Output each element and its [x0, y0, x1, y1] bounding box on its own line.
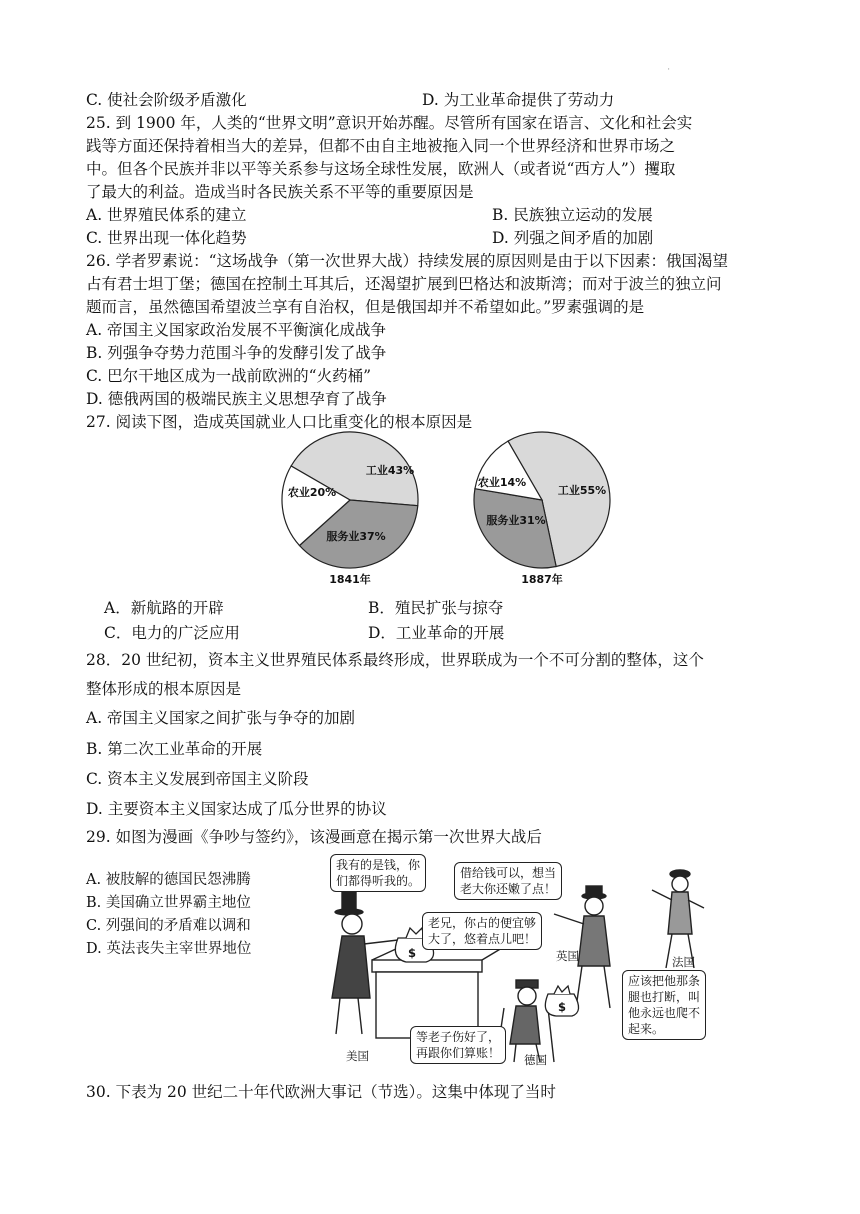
q25-line-4: 了最大的利益。造成当时各民族关系不平等的重要原因是: [86, 183, 474, 201]
dollar-sign-usa: $: [408, 946, 417, 960]
speech-bubble-usa: 我有的是钱，你 们都得听我的。: [330, 854, 426, 892]
q24-option-c: C. 使社会阶级矛盾激化: [86, 91, 247, 109]
speech-bubble-france: 应该把他那条 腿也打断，叫 他永远也爬不 起来。: [622, 970, 706, 1040]
desk: [372, 948, 502, 1038]
q28-option-a: A. 帝国主义国家之间扩张与争夺的加剧: [86, 709, 356, 727]
uk-figure: [554, 886, 610, 1008]
q25-option-c: C. 世界出现一体化趋势: [86, 229, 247, 247]
q26-line-1: 26. 学者罗素说：“这场战争（第一次世界大战）持续发展的原因则是由于以下因素：俄国渴望: [86, 252, 729, 270]
employment-pie-charts: [270, 430, 630, 595]
q25-line-2: 践等方面还保持着相当大的差异，但都不由自主地被拖入同一个世界经济和世界市场之: [86, 137, 676, 155]
q25-option-a: A. 世界殖民体系的建立: [86, 206, 247, 224]
pie-slice-label: 服务业37%: [326, 530, 386, 543]
label-germany: 德国: [524, 1053, 547, 1067]
q28-line-1: 28．20 世纪初，资本主义世界殖民体系最终形成，世界联成为一个不可分割的整体，这个: [86, 651, 704, 669]
q29-option-a: A. 被肢解的德国民怨沸腾: [86, 872, 251, 888]
q29-option-b: B. 美国确立世界霸主地位: [86, 895, 251, 911]
q27-option-d: D．工业革命的开展: [368, 624, 505, 642]
q24-option-d: D. 为工业革命提供了劳动力: [422, 91, 615, 109]
q27-stem: 27. 阅读下图，造成英国就业人口比重变化的根本原因是: [86, 413, 473, 431]
q25-option-b: B. 民族独立运动的发展: [492, 206, 653, 224]
q26-option-d: D. 德俄两国的极端民族主义思想孕育了战争: [86, 390, 387, 408]
pie-slice-label: 农业14%: [477, 476, 527, 489]
dollar-sign-germany: $: [558, 1000, 567, 1014]
q26-option-a: A. 帝国主义国家政治发展不平衡演化成战争: [86, 321, 387, 339]
label-usa: 美国: [346, 1049, 369, 1063]
q25-option-d: D. 列强之间矛盾的加剧: [492, 229, 654, 247]
q27-option-a: A．新航路的开辟: [104, 599, 224, 617]
pie-year-label: 1887年: [521, 573, 563, 586]
cartoon-illustration: [310, 848, 730, 1070]
speech-bubble-uk-top: 借给钱可以，想当 老大你还嫩了点！: [454, 862, 562, 900]
q26-option-b: B. 列强争夺势力范围斗争的发酵引发了战争: [86, 344, 387, 362]
q27-option-c: C．电力的广泛应用: [104, 624, 240, 642]
q25-line-3: 中。但各个民族并非以平等关系参与这场全球性发展，欧洲人（或者说“西方人”）攫取: [86, 160, 676, 178]
pie-slice-label: 工业43%: [365, 464, 415, 477]
q28-line-2: 整体形成的根本原因是: [86, 680, 242, 698]
pie-year-label: 1841年: [329, 573, 371, 586]
pie-slice-label: 服务业31%: [486, 514, 546, 527]
q28-option-c: C. 资本主义发展到帝国主义阶段: [86, 770, 309, 788]
q28-option-b: B. 第二次工业革命的开展: [86, 740, 263, 758]
label-uk: 英国: [556, 949, 579, 963]
q26-option-c: C. 巴尔干地区成为一战前欧洲的“火药桶”: [86, 367, 372, 385]
q28-option-d: D. 主要资本主义国家达成了瓜分世界的协议: [86, 800, 387, 818]
q30-stem: 30. 下表为 20 世纪二十年代欧洲大事记（节选）。这集中体现了当时: [86, 1083, 556, 1101]
q29-option-c: C. 列强间的矛盾难以调和: [86, 918, 251, 934]
q26-line-3: 题而言，虽然德国希望波兰享有自治权，但是俄国却并不希望如此。”罗素强调的是: [86, 298, 645, 316]
q25-line-1: 25. 到 1900 年，人类的“世界文明”意识开始苏醒。尽管所有国家在语言、文化和社会实: [86, 114, 693, 132]
pie-slice-label: 农业20%: [287, 486, 337, 499]
q29-option-d: D. 英法丧失主宰世界地位: [86, 941, 252, 957]
label-france: 法国: [672, 955, 695, 969]
pie-1841: [282, 432, 418, 586]
q29-stem: 29. 如图为漫画《争吵与签约》，该漫画意在揭示第一次世界大战后: [86, 828, 542, 846]
page-mark: ': [668, 68, 670, 75]
speech-bubble-germany: 等老子伤好了， 再跟你们算账！: [410, 1026, 506, 1064]
pie-slice-label: 工业55%: [557, 484, 607, 497]
pie-1887: [474, 432, 610, 586]
q26-line-2: 占有君士坦丁堡；德国在控制土耳其后，还渴望扩展到巴格达和波斯湾；而对于波兰的独立问: [86, 275, 722, 293]
q27-option-b: B．殖民扩张与掠夺: [368, 599, 504, 617]
speech-bubble-uk-mid: 老兄，你占的便宜够 大了，悠着点儿吧！: [422, 912, 542, 950]
